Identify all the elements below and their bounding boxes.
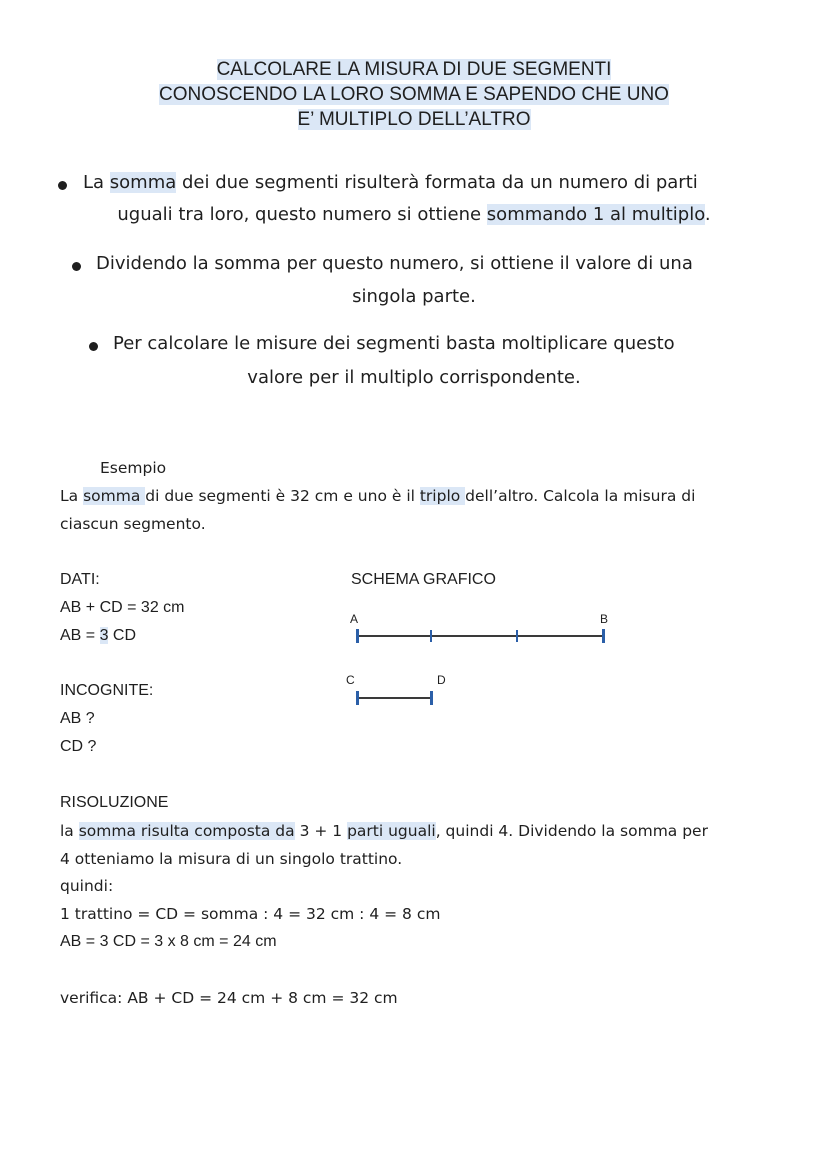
incognite-line-1: AB ? — [60, 710, 95, 727]
segment-cd-end-cap — [430, 691, 433, 705]
segment-ab-tick-1 — [430, 630, 432, 642]
title-line-3: E’ MULTIPLO DELL’ALTRO — [297, 109, 531, 130]
risoluzione-label: RISOLUZIONE — [60, 794, 169, 811]
title-line-2: CONOSCENDO LA LORO SOMMA E SAPENDO CHE UNO — [159, 84, 669, 105]
bullet-2-line-2: singola parte. — [352, 286, 476, 307]
incognite-label: INCOGNITE: — [60, 682, 154, 699]
title-line-1: CALCOLARE LA MISURA DI DUE SEGMENTI — [216, 59, 612, 80]
label-b: B — [600, 612, 609, 626]
segment-ab-end-cap — [602, 629, 605, 643]
example-text-line-1: La somma di due segmenti è 32 cm e uno è il triplo dell’altro. Calcola la misura di — [60, 487, 696, 505]
risoluzione-line-1: la somma risulta composta da 3 + 1 parti uguali, quindi 4. Dividendo la somma per — [60, 822, 708, 840]
bullet-dot-2 — [72, 262, 81, 271]
segment-ab-line — [358, 635, 604, 637]
dati-label: DATI: — [60, 571, 100, 588]
verifica-line: verifica: AB + CD = 24 cm + 8 cm = 32 cm — [60, 989, 398, 1007]
label-c: C — [346, 673, 355, 687]
segment-cd-start-cap — [356, 691, 359, 705]
bullet-dot-3 — [89, 342, 98, 351]
bullet-1-line-2: uguali tra loro, questo numero si ottiene sommando 1 al multiplo. — [117, 204, 711, 225]
segment-cd-line — [358, 697, 431, 699]
segment-ab-tick-2 — [516, 630, 518, 642]
example-heading: Esempio — [100, 459, 167, 477]
risoluzione-line-3: quindi: — [60, 877, 114, 895]
bullet-1-line-1: La somma dei due segmenti risulterà formata da un numero di parti — [83, 172, 698, 193]
schema-title: SCHEMA GRAFICO — [351, 571, 496, 588]
incognite-line-2: CD ? — [60, 738, 97, 755]
risoluzione-line-5: AB = 3 CD = 3 x 8 cm = 24 cm — [60, 933, 277, 950]
bullet-dot-1 — [58, 181, 67, 190]
bullet-3-line-1: Per calcolare le misure dei segmenti basta moltiplicare questo — [113, 333, 675, 354]
bullet-2-line-1: Dividendo la somma per questo numero, si ottiene il valore di una — [96, 253, 693, 274]
label-a: A — [350, 612, 359, 626]
bullet-3-line-2: valore per il multiplo corrispondente. — [247, 367, 581, 388]
example-text-line-2: ciascun segmento. — [60, 515, 206, 533]
label-d: D — [437, 673, 446, 687]
dati-line-2: AB = 3 CD — [60, 627, 137, 644]
dati-line-1: AB + CD = 32 cm — [60, 599, 185, 616]
risoluzione-line-2: 4 otteniamo la misura di un singolo trattino. — [60, 850, 403, 868]
risoluzione-line-4: 1 trattino = CD = somma : 4 = 32 cm : 4 = 8 cm — [60, 905, 441, 923]
segment-ab-start-cap — [356, 629, 359, 643]
